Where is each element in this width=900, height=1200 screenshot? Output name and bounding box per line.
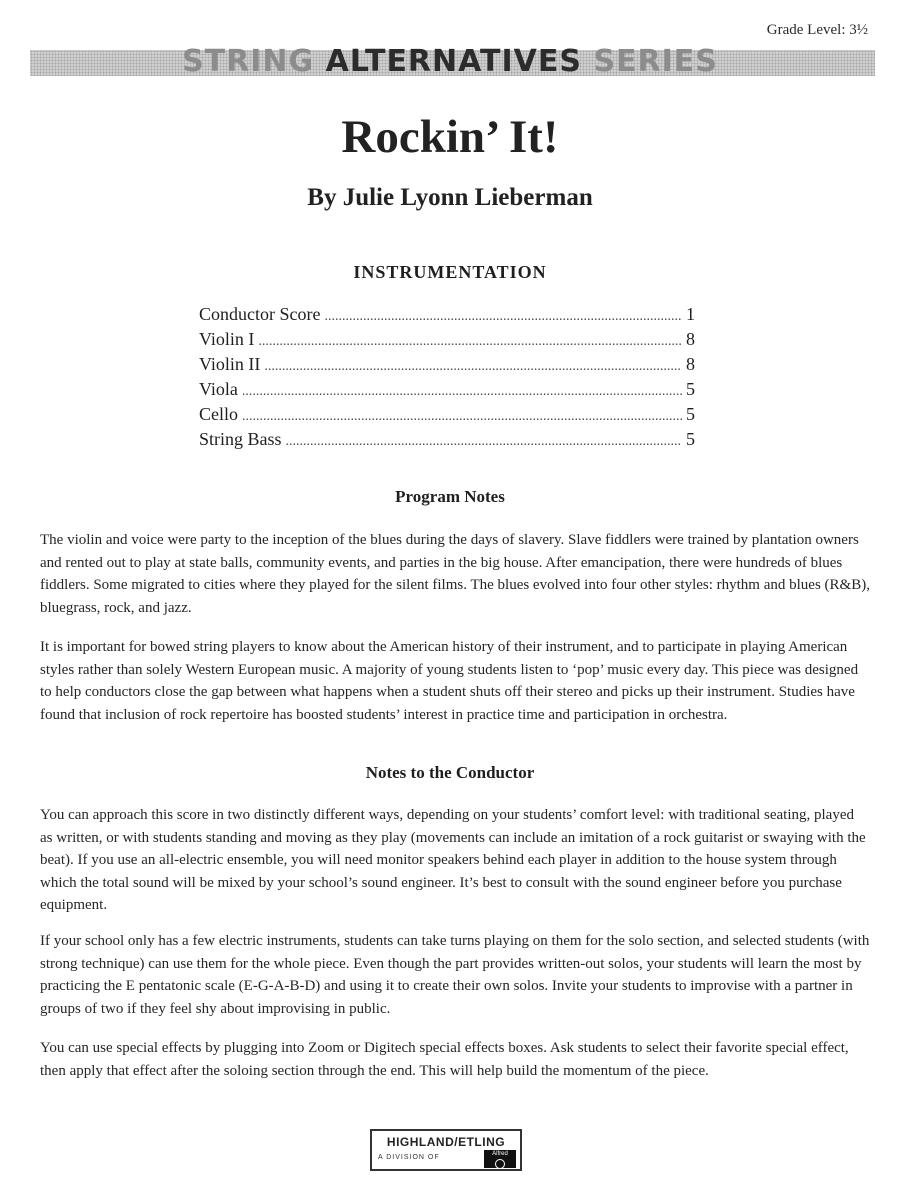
alfred-circle-icon [495, 1159, 505, 1169]
instrumentation-item [199, 377, 695, 402]
program-notes-paragraph: The violin and voice were party to the inception of the blues during the days of slavery. Slave fiddlers were trained by plantation owners and rented out to play at state balls, community events, and parties in the big house. After emancipation, there were hundreds of blues fiddlers. Some migrated to cities where they played for the silent films. The blues evolved into four other styles: rhythm and blues (R&B), bluegrass, rock, and jazz. [40, 532, 870, 616]
leader-dots [242, 404, 682, 429]
instrumentation-item [199, 427, 695, 452]
instrument-count: 5 [686, 379, 695, 399]
series-banner [0, 44, 900, 79]
instrument-count: 1 [686, 304, 695, 324]
leader-dots [242, 379, 682, 404]
grade-level: Grade Level: 3½ [766, 22, 868, 38]
series-word-1: STRING [182, 44, 315, 79]
instrumentation-item [199, 402, 695, 427]
instrument-name: Cello [199, 404, 238, 424]
instrument-count: 8 [686, 354, 695, 374]
conductor-notes-paragraph: You can use special effects by plugging into Zoom or Digitech special effects boxes. Ask students to select their favorite special effect, then apply that effect after the soloing section through the end. This will help build the momentum of the piece. [40, 1040, 849, 1079]
instrumentation-item [199, 352, 695, 377]
instrument-count: 5 [686, 429, 695, 449]
instrument-name: String Bass [199, 429, 282, 449]
instrument-name: Conductor Score [199, 304, 321, 324]
alfred-logo-icon [484, 1150, 516, 1168]
instrument-count: 5 [686, 404, 695, 424]
leader-dots [286, 429, 682, 454]
leader-dots [258, 329, 682, 354]
conductor-notes-paragraph: You can approach this score in two distinctly different ways, depending on your students’ comfort level: with traditional seating, played as written, or with students standing and moving as they play (movements can include an imitation of a rock guitarist or swaying with the beat). If you use an all-electric ensemble, you will need monitor speakers behind each player in addition to the house system through which the total sound will be mixed by your school’s sound engineer. It’s best to consult with the sound engineer before you purchase equipment. [40, 807, 866, 913]
program-notes-heading: Program Notes [395, 487, 505, 506]
page-title: Rockin’ It! [341, 111, 559, 163]
alfred-brand: Alfred [492, 1151, 508, 1157]
author-byline: By Julie Lyonn Lieberman [307, 184, 593, 211]
series-word-3: SERIES [593, 44, 718, 79]
instrument-name: Viola [199, 379, 238, 399]
series-word-2: ALTERNATIVES [325, 44, 582, 79]
conductor-notes-heading: Notes to the Conductor [365, 763, 535, 782]
instrumentation-item [199, 327, 695, 352]
instrument-name: Violin I [199, 329, 255, 349]
instrumentation-item [199, 302, 695, 327]
instrumentation-list [199, 302, 695, 452]
publisher-division: A DIVISION OF [378, 1154, 440, 1161]
publisher-logo [370, 1129, 522, 1171]
leader-dots [264, 354, 682, 379]
publisher-name: HIGHLAND/ETLING [386, 1135, 506, 1149]
instrument-name: Violin II [199, 354, 261, 374]
leader-dots [324, 304, 682, 329]
instrumentation-heading: INSTRUMENTATION [353, 262, 547, 282]
program-notes-paragraph: It is important for bowed string players to know about the American history of their instrument, and to participate in playing American styles rather than solely Western European music. A majority of young students listen to ‘pop’ music every day. This piece was designed to help conductors close the gap between what happens when a student shuts off their stereo and picks up their instrument. Studies have found that inclusion of rock repertoire has boosted students’ interest in practice time and participation in orchestra. [40, 639, 859, 723]
instrument-count: 8 [686, 329, 695, 349]
conductor-notes-paragraph: If your school only has a few electric instruments, students can take turns playing on them for the solo section, and selected students (with strong technique) can use them for the whole piece. Even though the part provides written-out solos, your students will learn the most by practicing the E pentatonic scale (E-G-A-B-D) and using it to create their own solos. Invite your students to improvise with a partner in groups of two if they feel shy about improvising in public. [40, 933, 870, 1017]
